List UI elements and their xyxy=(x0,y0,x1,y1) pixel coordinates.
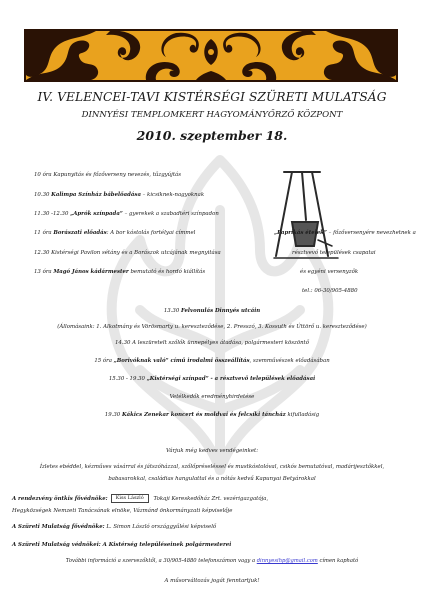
program-item: 19.30 Kákics Zenekar koncert és moldvai és felcsíki táncház kifulladásig xyxy=(104,412,320,418)
event-date: 2010. szeptember 18. xyxy=(136,128,288,143)
invite-body: babasarokkal, családias hangulattal és a nótás kedvű Kapunyai Betyárokkal xyxy=(108,476,316,482)
invite-body: Ízletes ebéddel, kézműves vásárral és játszóházzal, szőlőpréseléssel és mustkóstolóval, csikós bemutatóval, madárijesztőkkel, xyxy=(39,464,385,470)
schedule-item: 13 óra Magó János kádármester bemutató és hordó kiállítás xyxy=(34,269,206,275)
email-link[interactable]: dinnyesihp@gmail.com xyxy=(256,558,318,564)
folk-ornament-icon xyxy=(26,31,396,80)
program-item: Vetélkedők eredményhirdetése xyxy=(169,394,255,400)
program-item: 15 óra „Borivóknak való” című irodalmi összeállítás, szemművészek előadásában xyxy=(94,358,330,364)
procession-title: 13.30 Felvonulás Dinnyés utcáin xyxy=(163,308,261,314)
contact-info: További információ a szervezőktől, a 30/905-4880 telefonszámon vagy a dinnyesihp@gmail.com címen kapható xyxy=(65,558,359,564)
schedule-item: 12.30 Kistérségi Pavilon sétány és a Borászok utcájának megnyitása xyxy=(34,250,221,256)
event-title: IV. VELENCEI-TAVI KISTÉRSÉGI SZÜRETI MULATSÁG xyxy=(37,90,387,104)
contest-line: és egyéni versenyzők xyxy=(300,269,359,275)
schedule-item: 11.30 -12.30 „Aprók színpada” – gyerekek a szabadtéri színpadon xyxy=(34,211,219,217)
contest-line: résztvevő települések csapatai xyxy=(292,250,376,256)
well-sweep-icon xyxy=(272,168,344,262)
sponsors-line: A Szüreti Mulatság védnökei: A Kistérség településeinek polgármesterei xyxy=(12,542,232,548)
host-patron-line: A rendezvény öntkis fővédnöke: Kiss László Tokaji Kereskedőház Zrt. vezérigazgatója, xyxy=(12,495,269,502)
invite-welcome: Várjuk még kedves vendégeinket: xyxy=(165,448,259,454)
main-patron-line: A Szüreti Mulatság fővédnöke: L. Simon László országgyűlési képviselő xyxy=(12,524,217,530)
program-item: 15.30 - 19.30 „Kistérségi színpad” - a résztvevő települések előadásai xyxy=(108,376,316,382)
procession-stations: (Állomásaink: 1. Alkotmány és Vörösmarty u. kereszteződése, 2. Presszó, 3. Kossuth és Úttörő u. kereszteződése) xyxy=(57,324,367,330)
venue-subtitle: DINNYÉSI TEMPLOMKERT HAGYOMÁNYŐRZŐ KÖZPONT xyxy=(81,110,343,120)
schedule-item: 10.30 Kalimpa Színház bábelőadása – kicsiknek-nagyoknak xyxy=(34,192,205,198)
schedule-item: 11 óra Borászati előadás: A bor kóstolás fortélyai címmel xyxy=(34,230,196,236)
signature-stamp: Kiss László xyxy=(111,494,149,503)
program-item: 14.30 A leszüretelt szőlők ünnepélyes átadása, polgármesteri köszöntő xyxy=(115,340,309,346)
folk-ornament-banner xyxy=(24,29,398,82)
contest-line: „Paprikás ételek” – főzőversenyére nevezhetnek a xyxy=(274,230,416,236)
host-patron-line: Hegyközségek Nemzeti Tanácsának elnöke, Vázmánd önkormányzati képviselője xyxy=(12,508,233,514)
rights-notice: A műsorváltozás jogát fenntartjuk! xyxy=(164,578,260,584)
schedule-item: 10 óra Kapunyitás és főzőverseny nevezés, tűzgyújtás xyxy=(34,172,181,178)
contest-phone: tel.: 06-30/905-4880 xyxy=(302,288,358,294)
